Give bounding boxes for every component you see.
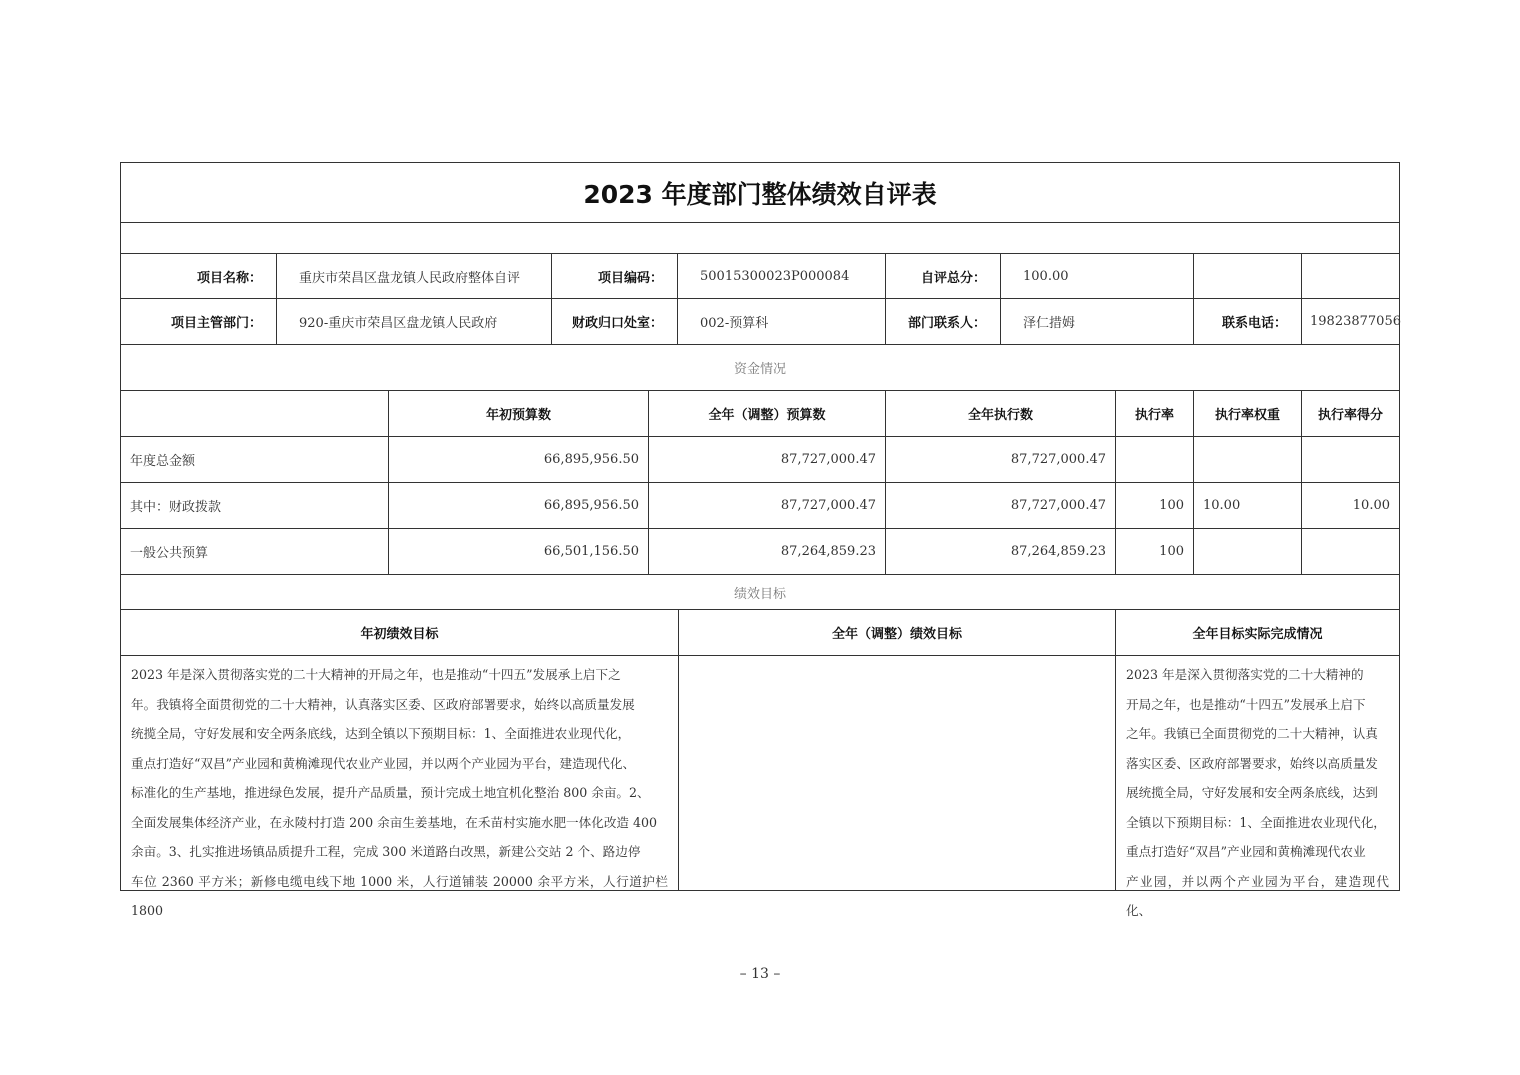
evaluation-table [120, 162, 1401, 918]
phone-label: 联系电话： [1194, 299, 1302, 345]
text-line: 全镇以下预期目标：1、全面推进农业现代化， [1126, 814, 1386, 830]
text-line: 全面发展集体经济产业，在永陵村打造 200 余亩生姜基地，在禾苗村实施水肥一体化改造 400 [131, 814, 658, 830]
table-cell [1302, 529, 1399, 575]
text-line: 2023 年是深入贯彻落实党的二十大精神的开局之年，也是推动“十四五”发展承上启下之 [131, 667, 621, 682]
table-cell: 100 [1116, 483, 1194, 529]
col-initial-budget: 年初预算数 [389, 391, 649, 437]
col-adjusted-budget: 全年（调整）预算数 [649, 391, 886, 437]
table-cell: 66,895,956.50 [389, 483, 649, 529]
text-line: 开局之年，也是推动“十四五”发展承上启下 [1126, 696, 1366, 712]
table-row-name: 年度总金额 [121, 437, 389, 483]
table-cell [1116, 437, 1194, 483]
text-line: 余亩。3、扎实推进场镇品质提升工程，完成 300 米道路白改黑，新建公交站 2 个、路边停 [131, 844, 641, 859]
page-number: – 13 – [739, 966, 781, 982]
funds-section-title: 资金情况 [121, 345, 1399, 391]
table-cell: 87,264,859.23 [649, 529, 886, 575]
contact-value: 泽仁措姆 [1001, 299, 1194, 345]
finance-label: 财政归口处室： [552, 299, 678, 345]
col-executed: 全年执行数 [886, 391, 1116, 437]
text-line: 车位 2360 平方米；新修电缆电线下地 1000 米，人行道铺装 20000 余平方米，人行道护栏 1800 [131, 873, 668, 918]
table-title: 2023 年度部门整体绩效自评表 [121, 163, 1399, 223]
col-rate-score: 执行率得分 [1302, 391, 1399, 437]
table-cell: 66,501,156.50 [389, 529, 649, 575]
empty-cell [1194, 254, 1302, 299]
table-cell: 66,895,956.50 [389, 437, 649, 483]
self-score-label: 自评总分： [886, 254, 1001, 299]
col-actual-completion: 全年目标实际完成情况 [1116, 610, 1399, 656]
table-cell: 87,727,000.47 [649, 483, 886, 529]
actual-completion-text [1116, 656, 1399, 918]
text-line: 2023 年是深入贯彻落实党的二十大精神的 [1126, 667, 1364, 682]
col-exec-rate: 执行率 [1116, 391, 1194, 437]
text-line: 产业园，并以两个产业园为平台，建造现代化、 [1126, 873, 1389, 918]
dept-label: 项目主管部门： [121, 299, 277, 345]
col-initial-goals: 年初绩效目标 [121, 610, 679, 656]
table-cell: 10.00 [1302, 483, 1399, 529]
text-line: 标准化的生产基地，推进绿色发展，提升产品质量，预计完成土地宜机化整治 800 余亩。2、 [131, 785, 650, 800]
spacer-row [121, 223, 1399, 254]
contact-label: 部门联系人： [886, 299, 1001, 345]
project-name-value: 重庆市荣昌区盘龙镇人民政府整体自评 [277, 254, 552, 299]
table-cell [1194, 437, 1302, 483]
table-row-name: 其中：财政拨款 [121, 483, 389, 529]
table-cell [1302, 437, 1399, 483]
table-cell: 87,727,000.47 [886, 483, 1116, 529]
dept-value: 920-重庆市荣昌区盘龙镇人民政府 [277, 299, 552, 345]
funds-header-blank [121, 391, 389, 437]
project-code-label: 项目编码： [552, 254, 678, 299]
table-cell [1194, 529, 1302, 575]
text-line: 展统揽全局，守好发展和安全两条底线，达到 [1126, 785, 1378, 800]
goals-section-title: 绩效目标 [121, 575, 1399, 610]
text-line: 重点打造好“双昌”产业园和黄桷滩现代农业产业园，并以两个产业园为平台，建造现代化、 [131, 755, 636, 771]
adjusted-goals-text [679, 656, 1116, 890]
table-cell: 87,727,000.47 [886, 437, 1116, 483]
text-line: 年。我镇将全面贯彻党的二十大精神，认真落实区委、区政府部署要求，始终以高质量发展 [131, 696, 635, 712]
text-line: 重点打造好“双昌”产业园和黄桷滩现代农业 [1126, 844, 1366, 859]
project-name-label: 项目名称： [121, 254, 277, 299]
phone-value: 19823877056 [1302, 299, 1399, 345]
table-cell: 100 [1116, 529, 1194, 575]
initial-goals-text [121, 656, 679, 918]
table-row-name: 一般公共预算 [121, 529, 389, 575]
empty-cell [1302, 254, 1399, 299]
project-code-value: 50015300023P000084 [678, 254, 886, 299]
text-line: 之年。我镇已全面贯彻党的二十大精神，认真 [1126, 726, 1378, 741]
col-rate-weight: 执行率权重 [1194, 391, 1302, 437]
text-line: 落实区委、区政府部署要求，始终以高质量发 [1126, 755, 1378, 771]
table-cell: 87,264,859.23 [886, 529, 1116, 575]
table-cell: 87,727,000.47 [649, 437, 886, 483]
self-score-value: 100.00 [1001, 254, 1194, 299]
finance-value: 002-预算科 [678, 299, 886, 345]
col-adjusted-goals: 全年（调整）绩效目标 [679, 610, 1116, 656]
text-line: 统揽全局，守好发展和安全两条底线，达到全镇以下预期目标：1、全面推进农业现代化， [131, 726, 631, 741]
table-cell: 10.00 [1194, 483, 1302, 529]
